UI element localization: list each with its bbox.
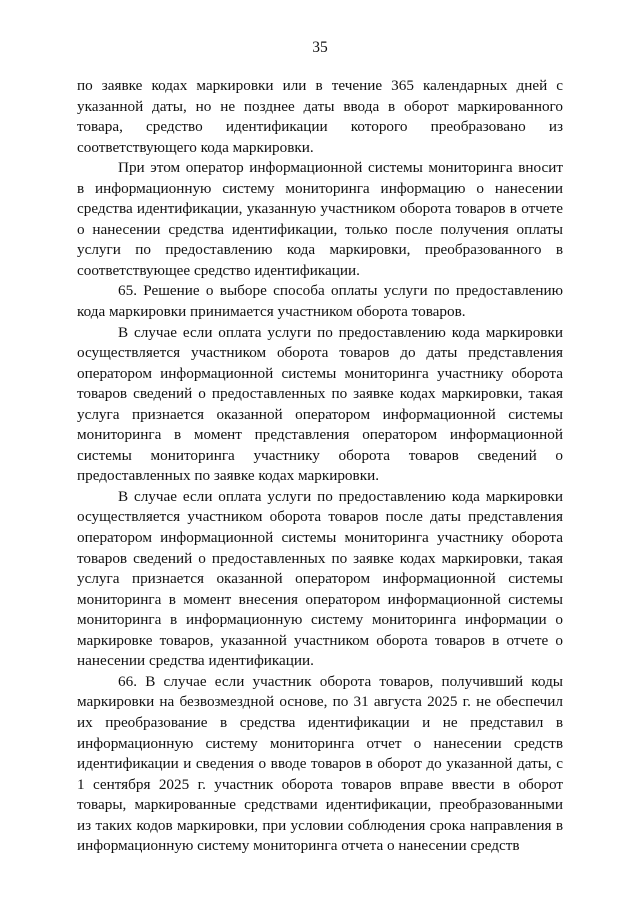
paragraph-continuation: по заявке кодах маркировки или в течение 365 календарных дней с указанной даты, но не позднее даты ввода в оборот маркированного товара, средство идентификации которого преобразовано из соответствующего кода маркировки. (77, 77, 563, 156)
paragraph-operator-info: При этом оператор информационной системы мониторинга вносит в информационную систему мониторинга информацию о нанесении средства идентификации, указанную участником оборота товаров в отчете о нанесении средства идентификации, только после получения оплаты услуги по предоставлению кода маркировки, преобразованного в соответствующее средство идентификации. (77, 159, 563, 279)
document-body (77, 76, 563, 857)
paragraph-66: 66. В случае если участник оборота товаров, получивший коды маркировки на безвозмездной основе, по 31 августа 2025 г. не обеспечил их преобразование в средства идентификации и не представил в информационную систему мониторинга отчет о нанесении средств идентификации и сведения о вводе товаров в оборот до указанной даты, с 1 сентября 2025 г. участник оборота товаров вправе ввести в оборот товары, маркированные средствами идентификации, преобразованными из таких кодов маркировки, при условии соблюдения срока направления в информационную систему мониторинга отчета о нанесении средств (77, 672, 563, 855)
paragraph-payment-after: В случае если оплата услуги по предоставлению кода маркировки осуществляется участником оборота товаров после даты представления оператором информационной системы мониторинга участнику оборота товаров сведений о предоставленных по заявке кодах маркировки, такая услуга признается оказанной оператором информационной системы мониторинга в момент внесения оператором информационной системы мониторинга в информационную систему мониторинга информации о маркировке товаров, указанной участником оборота товаров в отчете о нанесении средства идентификации. (77, 487, 563, 670)
page-number: 35 (312, 39, 328, 56)
paragraph-payment-before: В случае если оплата услуги по предоставлению кода маркировки осуществляется участником оборота товаров до даты представления оператором информационной системы мониторинга участнику оборота товаров сведений о предоставленных по заявке кодах маркировки, такая услуга признается оказанной оператором информационной системы мониторинга в момент представления оператором информационной системы мониторинга участнику оборота товаров сведений о предоставленных по заявке кодах маркировки. (77, 323, 563, 485)
paragraph-65: 65. Решение о выборе способа оплаты услуги по предоставлению кода маркировки принимается участником оборота товаров. (77, 282, 563, 321)
